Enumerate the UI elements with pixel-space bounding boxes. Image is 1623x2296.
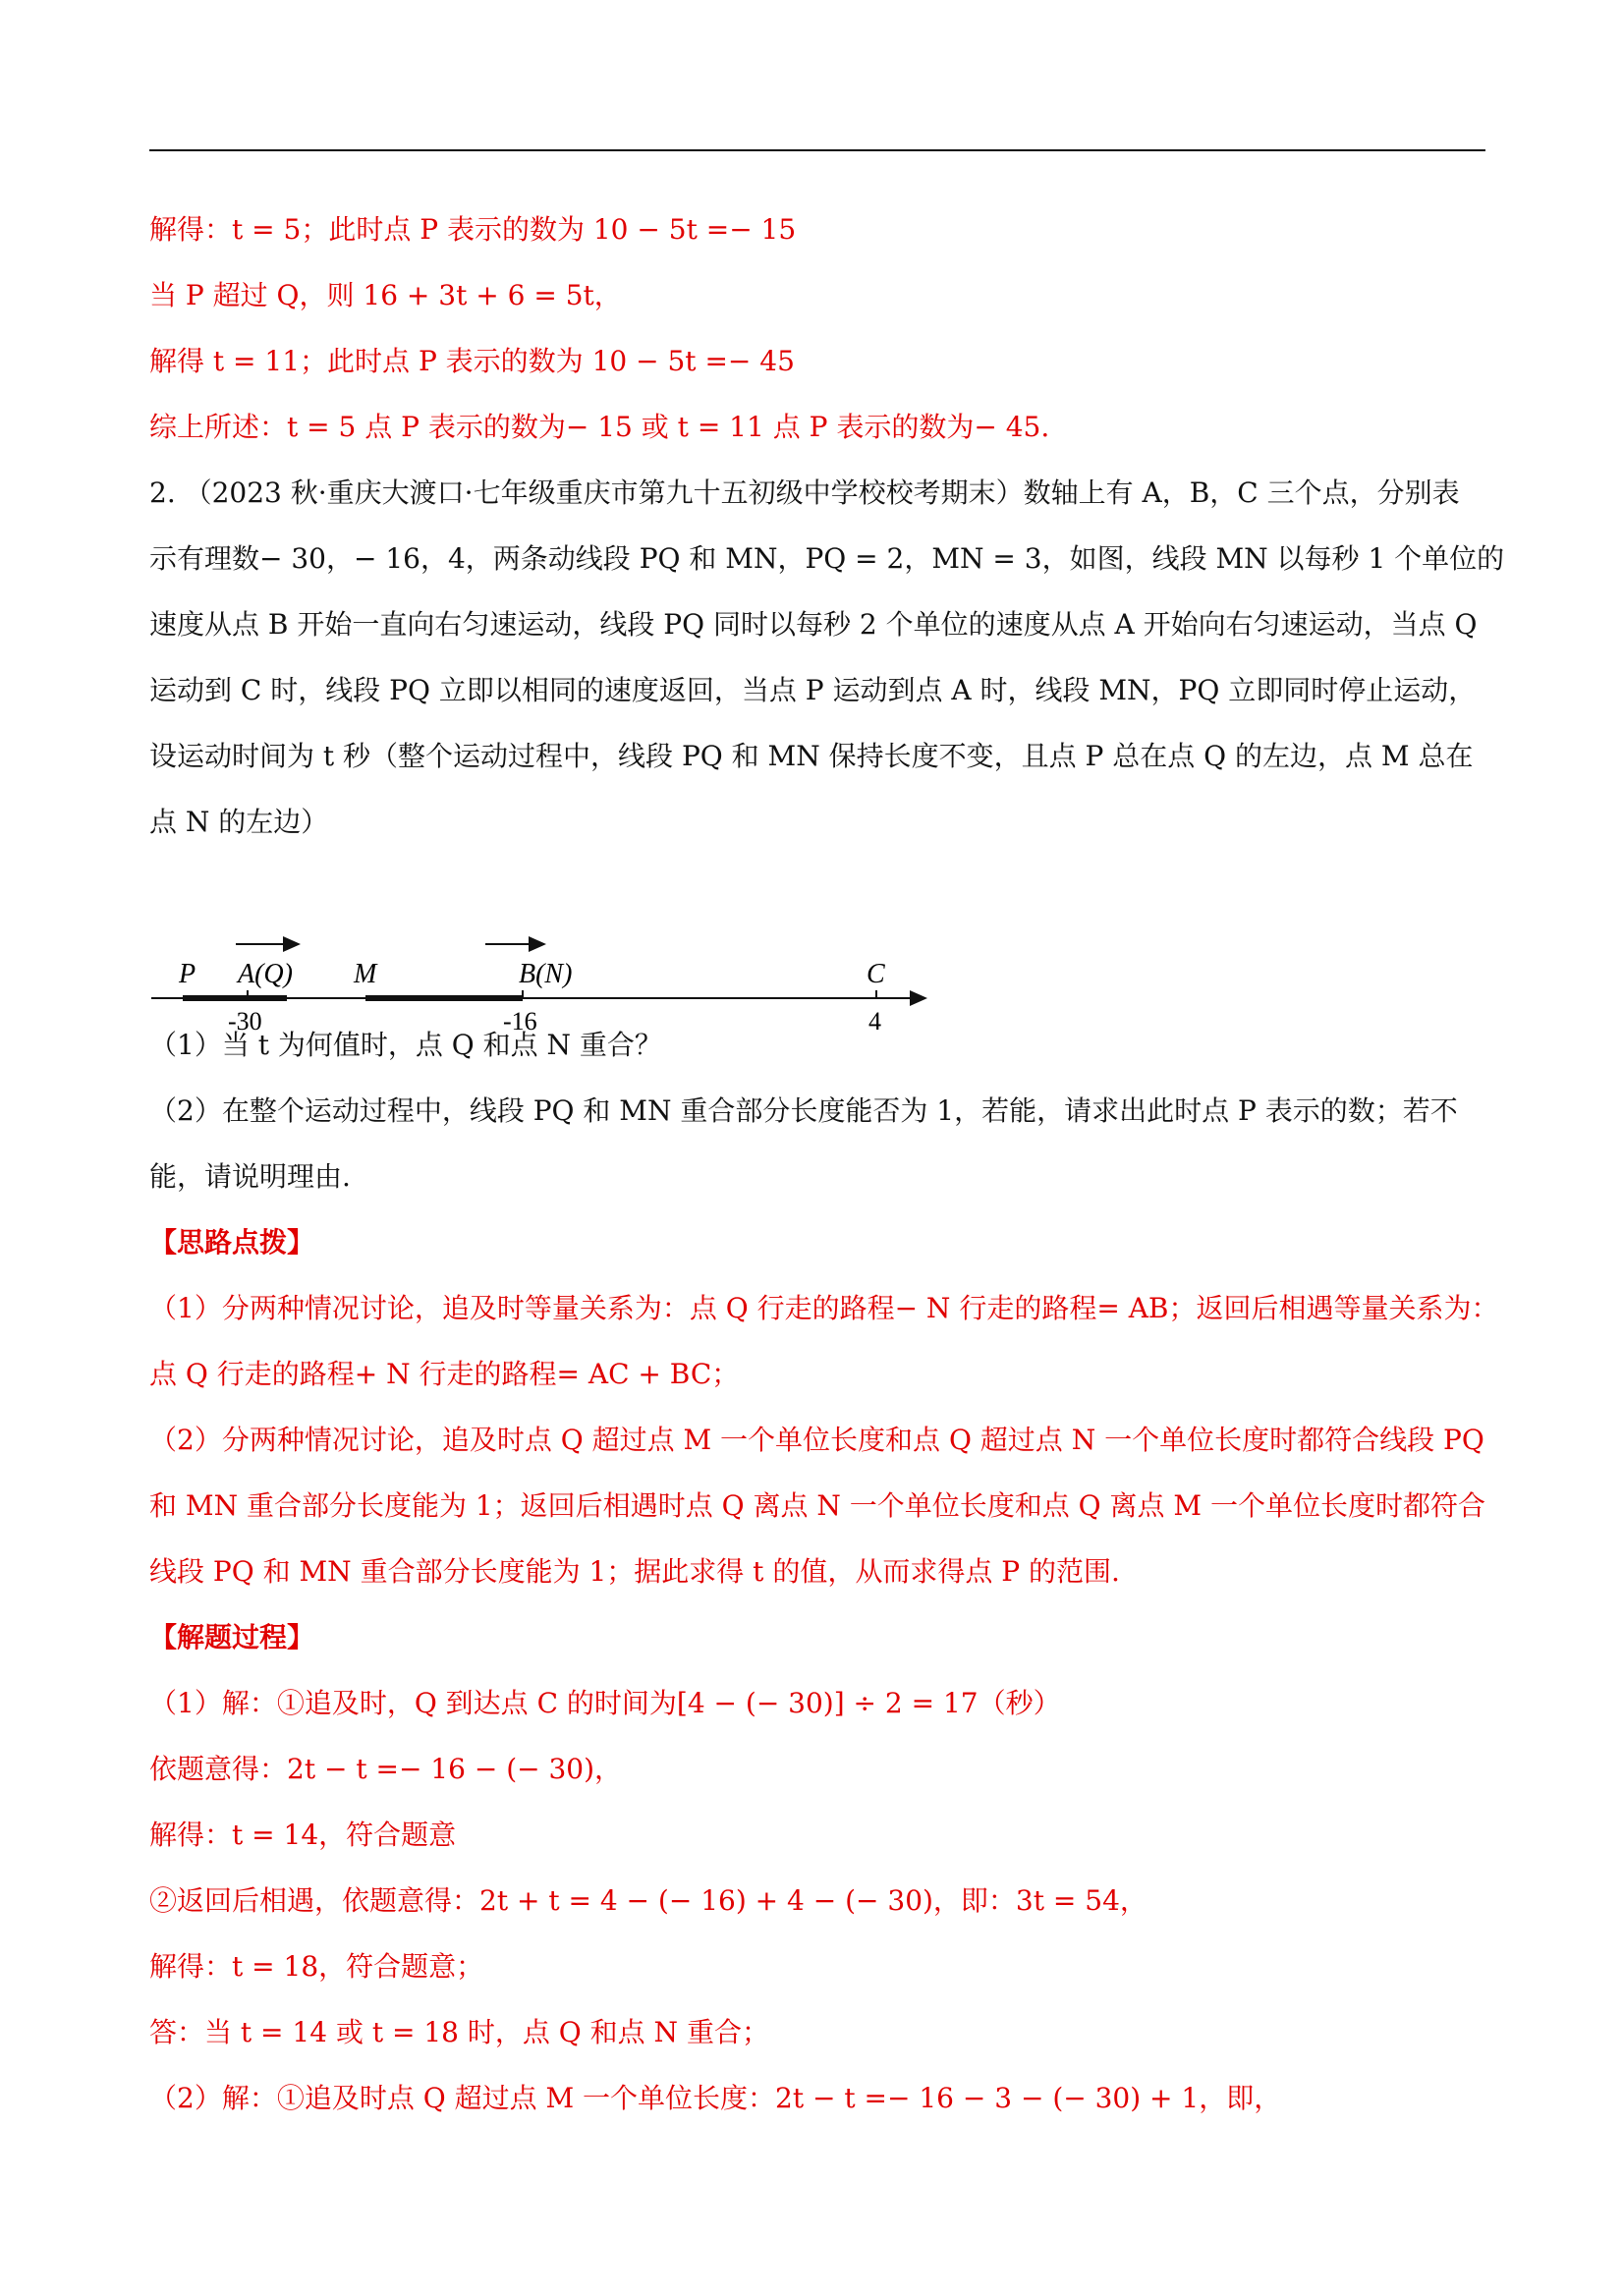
hint-line: 线段 PQ 和 MN 重合部分长度能为 1；据此求得 t 的值，从而求得点 P 的范围. bbox=[149, 1555, 1120, 1588]
tick-label-b: -16 bbox=[503, 1007, 537, 1036]
problem-line: 2. （2023 秋·重庆大渡口·七年级重庆市第九十五初级中学校校考期末）数轴上有 A，B，C 三个点，分别表 bbox=[149, 476, 1460, 509]
number-line-figure bbox=[149, 855, 1487, 1036]
hint-line: 点 Q 行走的路程+ N 行走的路程= AC + BC； bbox=[149, 1358, 740, 1390]
hint-line: （2）分两种情况讨论，追及时点 Q 超过点 M 一个单位长度和点 Q 超过点 N 一个单位长度时都符合线段 PQ bbox=[149, 1424, 1484, 1456]
number-line-svg bbox=[149, 855, 935, 1036]
page-content bbox=[149, 196, 1505, 2131]
problem-line: 示有理数− 30，− 16，4，两条动线段 PQ 和 MN，PQ = 2，MN = 3，如图，线段 MN 以每秒 1 个单位的 bbox=[149, 542, 1505, 575]
process-line: 解得：t = 18，符合题意； bbox=[149, 1950, 484, 1983]
questions-block bbox=[149, 1012, 1487, 1209]
problem-statement bbox=[149, 460, 1505, 855]
problem-line: 点 N 的左边） bbox=[149, 806, 329, 838]
process-line: （2）解：①追及时点 Q 超过点 M 一个单位长度：2t − t =− 16 − 3 − (− 30) + 1，即， bbox=[149, 2082, 1282, 2114]
header-rule bbox=[149, 149, 1485, 151]
problem-line: 速度从点 B 开始一直向右匀速运动，线段 PQ 同时以每秒 2 个单位的速度从点 A 开始向右匀速运动，当点 Q bbox=[149, 608, 1478, 641]
process-line: 依题意得：2t − t =− 16 − (− 30)， bbox=[149, 1753, 623, 1785]
tick-label-c: 4 bbox=[868, 1007, 881, 1036]
label-c: C bbox=[867, 959, 885, 989]
hint-line: 和 MN 重合部分长度能为 1；返回后相遇时点 Q 离点 N 一个单位长度和点 Q 离点 M 一个单位长度时都符合 bbox=[149, 1489, 1485, 1522]
question-line: （2）在整个运动过程中，线段 PQ 和 MN 重合部分长度能否为 1，若能，请求出此时点 P 表示的数；若不 bbox=[149, 1094, 1458, 1127]
solution-line: 当 P 超过 Q，则 16 + 3t + 6 = 5t， bbox=[149, 279, 622, 311]
question-line: （1）当 t 为何值时，点 Q 和点 N 重合？ bbox=[149, 1029, 662, 1061]
label-b: B(N) bbox=[519, 959, 573, 989]
process-line: 答：当 t = 14 或 t = 18 时，点 Q 和点 N 重合； bbox=[149, 2016, 769, 2048]
process-line: ②返回后相遇，依题意得：2t + t = 4 − (− 16) + 4 − (− 30)，即：3t = 54， bbox=[149, 1884, 1147, 1917]
solution-line: 解得 t = 11；此时点 P 表示的数为 10 − 5t =− 45 bbox=[149, 345, 795, 377]
process-heading: 【解题过程】 bbox=[149, 1621, 315, 1653]
hint-line: （1）分两种情况讨论，追及时等量关系为：点 Q 行走的路程− N 行走的路程= AB；返回后相遇等量关系为： bbox=[149, 1292, 1499, 1324]
process-line: 解得：t = 14，符合题意 bbox=[149, 1819, 457, 1851]
label-a: A(Q) bbox=[238, 959, 293, 989]
process-block bbox=[149, 1670, 1487, 2131]
solution-line: 综上所述：t = 5 点 P 表示的数为− 15 或 t = 11 点 P 表示的数为− 45. bbox=[149, 411, 1050, 443]
tick-label-a: -30 bbox=[228, 1007, 262, 1036]
solution-top-block bbox=[149, 196, 1487, 460]
hint-block bbox=[149, 1275, 1499, 1604]
label-m: M bbox=[354, 959, 377, 989]
process-line: （1）解：①追及时，Q 到达点 C 的时间为[4 − (− 30)] ÷ 2 = 17（秒） bbox=[149, 1687, 1061, 1719]
hint-heading: 【思路点拨】 bbox=[149, 1226, 315, 1259]
label-p: P bbox=[179, 959, 196, 989]
problem-line: 运动到 C 时，线段 PQ 立即以相同的速度返回，当点 P 运动到点 A 时，线段 MN，PQ 立即同时停止运动， bbox=[149, 674, 1477, 706]
problem-line: 设运动时间为 t 秒（整个运动过程中，线段 PQ 和 MN 保持长度不变，且点 P 总在点 Q 的左边，点 M 总在 bbox=[149, 740, 1474, 772]
question-line: 能，请说明理由. bbox=[149, 1160, 351, 1193]
solution-line: 解得：t = 5；此时点 P 表示的数为 10 − 5t =− 15 bbox=[149, 213, 797, 246]
